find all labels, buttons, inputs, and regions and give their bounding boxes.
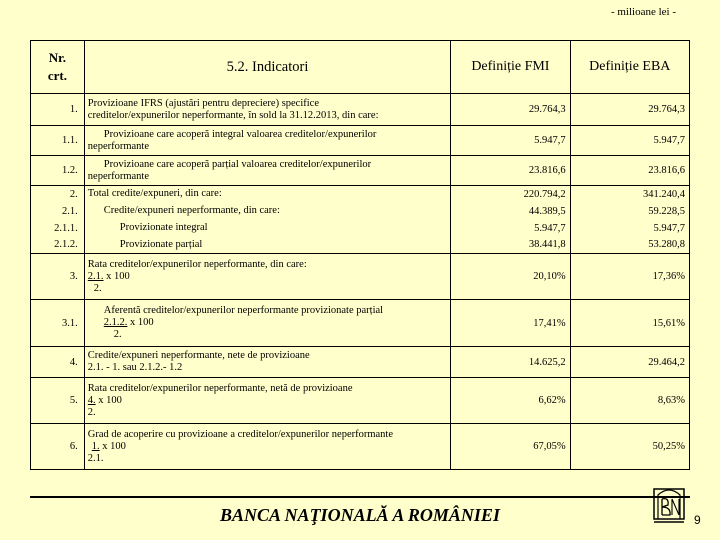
formula-denominator: 2. [93,282,102,294]
table-row [31,424,690,470]
unit-label: - milioane lei - [610,6,676,18]
row-fmi-value: 5.947,7 [451,126,570,156]
table-row [31,203,690,220]
table-row [31,237,690,254]
row-fmi-value: 220.794,2 [451,186,570,203]
row-text: Provizioane IFRS (ajustări pentru depreciere) specifice [87,97,319,109]
row-text: 2.1. - 1. sau 2.1.2.- 1.2 [87,362,183,373]
row-eba-value: 23.816,6 [570,156,689,186]
row-eba-value: 29.764,3 [570,94,689,126]
header-eba: Definiție EBA [570,41,689,94]
header-nr-line2: crt. [47,68,67,83]
row-fmi-value: 17,41% [451,300,570,347]
row-text: creditelor/expunerilor neperformante, în sold la 31.12.2013, din care: [87,109,379,121]
formula-denominator: 2. [87,406,96,418]
row-nr: 5. [31,378,85,424]
row-text: Rata creditelor/expunerilor neperformante, netă de provizioane [87,382,353,394]
row-fmi-value: 20,10% [451,254,570,300]
table-row [31,94,690,126]
footer-divider [30,496,690,498]
row-nr: 1. [31,94,85,126]
table-row [31,126,690,156]
row-nr: 4. [31,347,85,378]
row-text: neperformante [87,170,150,182]
row-text: Credite/expuneri neperformante, din care: [103,205,280,216]
indicators-table [30,40,690,470]
row-fmi-value: 23.816,6 [451,156,570,186]
header-nr-line1: Nr. [48,50,66,65]
row-nr: 3.1. [31,300,85,347]
row-fmi-value: 44.389,5 [451,203,570,220]
row-fmi-value: 5.947,7 [451,220,570,237]
table-header-row [31,41,690,94]
row-indicator [84,220,450,237]
row-nr: 6. [31,424,85,470]
row-eba-value: 8,63% [570,378,689,424]
row-fmi-value: 14.625,2 [451,347,570,378]
row-eba-value: 17,36% [570,254,689,300]
row-eba-value: 29.464,2 [570,347,689,378]
formula-numerator: 2.1.2. [103,317,128,328]
row-eba-value: 5.947,7 [570,220,689,237]
row-eba-value: 341.240,4 [570,186,689,203]
row-eba-value: 5.947,7 [570,126,689,156]
formula-denominator: 2. [113,329,122,340]
row-indicator [84,300,450,347]
bnr-logo-icon [652,485,686,523]
formula-multiplier: x 100 [99,440,126,452]
table-row [31,347,690,378]
row-nr: 2.1. [31,203,85,220]
row-indicator [84,94,450,126]
formula-numerator: 4. [87,394,96,406]
row-eba-value: 59.228,5 [570,203,689,220]
table-row [31,186,690,203]
row-indicator: Total credite/expuneri, din care: [84,186,450,203]
row-indicator [84,424,450,470]
row-nr: 2.1.1. [31,220,85,237]
formula-multiplier: x 100 [95,394,122,406]
table-row [31,254,690,300]
row-indicator [84,156,450,186]
formula-denominator: 2.1. [87,452,104,464]
row-text: neperformante [87,140,150,152]
row-nr: 3. [31,254,85,300]
row-indicator [84,378,450,424]
row-fmi-value: 29.764,3 [451,94,570,126]
row-fmi-value: 38.441,8 [451,237,570,254]
row-text: Provizioane care acoperă parțial valoarea creditelor/expunerilor [103,158,372,170]
table-row [31,378,690,424]
row-eba-value: 53.280,8 [570,237,689,254]
row-text: Aferentă creditelor/expunerilor neperformante provizionate parțial [103,305,384,316]
header-nr [31,41,85,94]
row-indicator [84,126,450,156]
row-indicator [84,347,450,378]
row-text: Provizionate integral [119,222,208,233]
header-indicators: 5.2. Indicatori [84,41,450,94]
header-fmi: Definiție FMI [451,41,570,94]
row-eba-value: 50,25% [570,424,689,470]
row-text: Rata creditelor/expunerilor neperformante, din care: [87,258,307,270]
row-text: Credite/expuneri neperformante, nete de provizioane [87,350,310,361]
row-indicator [84,254,450,300]
row-text: Grad de acoperire cu provizioane a creditelor/expunerilor neperformante [87,428,394,440]
formula-multiplier: x 100 [103,270,130,282]
formula-numerator: 1. [91,440,100,452]
row-text: Provizionate parțial [119,238,203,250]
row-nr: 2. [31,186,85,203]
row-text: Provizioane care acoperă integral valoarea creditelor/expunerilor [103,128,377,140]
row-indicator [84,203,450,220]
table-row [31,156,690,186]
page-number: 9 [694,513,701,527]
row-nr: 1.1. [31,126,85,156]
row-eba-value: 15,61% [570,300,689,347]
formula-numerator: 2.1. [87,270,104,282]
row-nr: 2.1.2. [31,237,85,254]
row-nr: 1.2. [31,156,85,186]
row-fmi-value: 67,05% [451,424,570,470]
footer-institution: BANCA NAŢIONALĂ A ROMÂNIEI [220,505,500,525]
row-indicator [84,237,450,254]
formula-multiplier: x 100 [127,317,154,328]
table-row [31,220,690,237]
row-fmi-value: 6,62% [451,378,570,424]
table-row [31,300,690,347]
